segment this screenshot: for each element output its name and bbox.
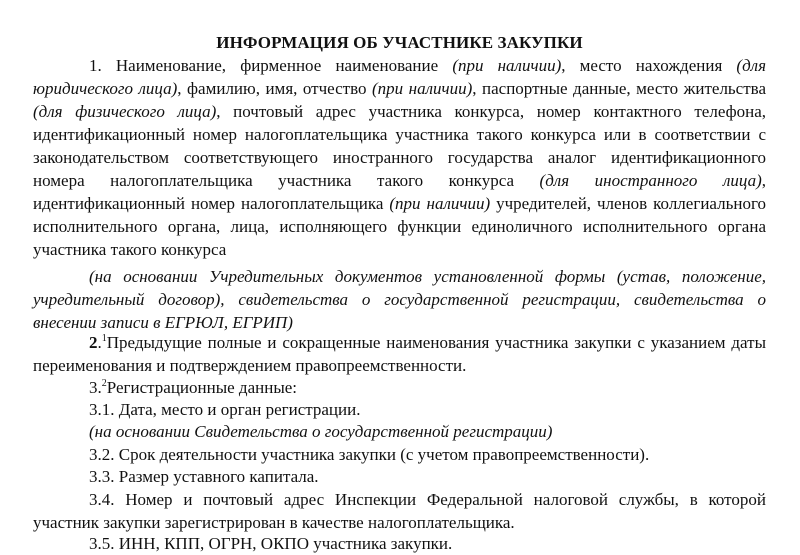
text: . [97,333,102,352]
item-3-3: 3.3. Размер уставного капитала. [89,467,319,486]
italic-note: (на основании Свидетельства о государственной регистрации) [89,422,553,441]
text: , почтовый адрес участника конкурса, номер контактного телефона, идентификационный номер налогоплательщика участника такого конкурса или в соответствии с законодательством соответствующего иностранного государства аналог идентификационного номера налогоплательщика участника такого конкурса [33,102,766,190]
item-2-paragraph [33,331,766,377]
document-title: ИНФОРМАЦИЯ ОБ УЧАСТНИКЕ ЗАКУПКИ [216,33,583,52]
text: , место нахождения [561,56,737,75]
italic-note: (на основании Учредительных документов установленной формы (устав, положение, учредительный договор), свидетельства о государственной регистрации, свидетельства о внесении записи в ЕГРЮЛ, ЕГРИП) [33,267,766,332]
footnote-marker: 1 [101,333,107,344]
item-number: 3. [89,378,102,397]
italic-note: (при наличии) [371,79,473,98]
item-3-2: 3.2. Срок деятельности участника закупки (с учетом правопреемственности). [89,445,650,464]
text: Предыдущие полные и сокращенные наименования участника закупки с указанием даты переименования и подтверждением правопреемственности. [33,333,766,375]
footnote-marker: 2 [101,378,107,389]
text: , фамилию, имя, отчество [177,79,372,98]
item-1-basis-note [33,265,766,334]
item-1-paragraph [33,54,766,261]
text: 1. Наименование, фирменное наименование [89,56,453,75]
italic-note: (при наличии) [389,194,491,213]
text: учредителей, членов коллегиального исполнительного органа, лица, исполняющего функции единоличного исполнительного органа участника такого конкурса [33,194,766,259]
text: , паспортные данные, место жительства [472,79,767,98]
italic-note: (при наличии) [452,56,562,75]
item-3-paragraph [33,376,766,399]
item-3-1: 3.1. Дата, место и орган регистрации. [89,400,361,419]
item-3-5: 3.5. ИНН, КПП, ОГРН, ОКПО участника закупки. [89,534,453,553]
italic-note: (для физического лица) [33,102,217,121]
item-3-1-basis-note [33,420,766,443]
text: , идентификационный номер налогоплательщика [33,171,766,213]
item-3-4: 3.4. Номер и почтовый адрес Инспекции Федеральной налоговой службы, в которой участник закупки зарегистрирован в качестве налогоплательщика. [33,490,766,532]
italic-note: (для юридического лица) [33,56,766,98]
italic-note: (для иностранного лица) [539,171,762,190]
text: Регистрационные данные: [106,378,298,397]
item-number: 2 [89,333,98,352]
